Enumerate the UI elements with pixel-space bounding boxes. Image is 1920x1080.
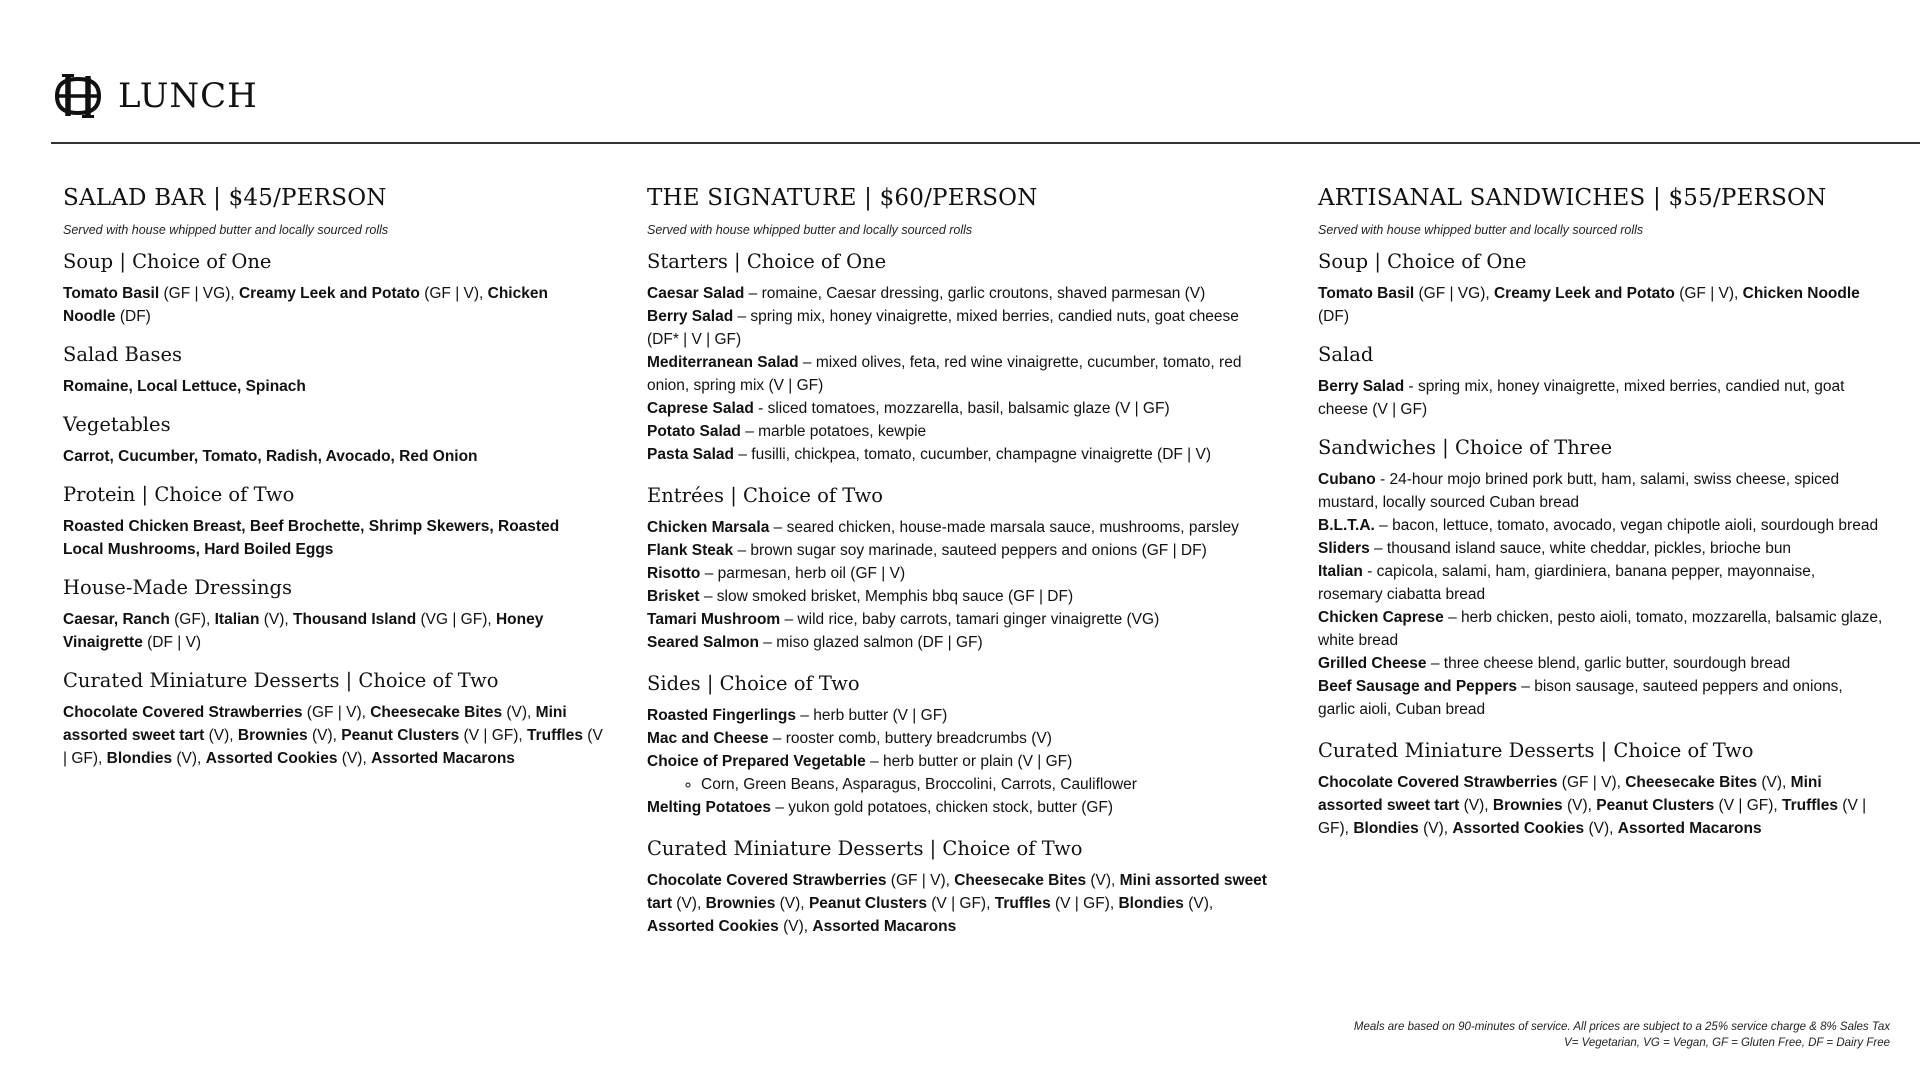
menu-item-list: Romaine, Local Lettuce, Spinach bbox=[63, 378, 306, 395]
menu-item-list: Chocolate Covered Strawberries (GF | V), Cheesecake Bites (V), Mini assorted sweet tart (V), Brownies (V), Peanut Clusters (V | GF), Truffles (V | GF), Blondies (V), Assorted Cookies (V), Assorted Macarons bbox=[63, 704, 603, 767]
column-title: ARTISANAL SANDWICHES | $55/PERSON bbox=[1318, 185, 1827, 211]
column-subtitle: Served with house whipped butter and locally sourced rolls bbox=[1318, 223, 1644, 237]
column-subtitle: Served with house whipped butter and locally sourced rolls bbox=[63, 223, 389, 237]
menu-item: B.L.T.A. – bacon, lettuce, tomato, avocado, vegan chipotle aioli, sourdough bread bbox=[1318, 517, 1879, 534]
section-heading: Protein | Choice of Two bbox=[63, 483, 295, 506]
menu-section bbox=[647, 672, 1272, 819]
section-heading: Sides | Choice of Two bbox=[647, 672, 860, 695]
menu-section bbox=[1318, 739, 1883, 840]
menu-item: Tamari Mushroom – wild rice, baby carrots, tamari ginger vinaigrette (VG) bbox=[647, 611, 1160, 628]
section-heading: Salad Bases bbox=[63, 343, 183, 366]
section-heading: Curated Miniature Desserts | Choice of Two bbox=[63, 669, 499, 692]
menu-item-list: Roasted Chicken Breast, Beef Brochette, Shrimp Skewers, Roasted Local Mushrooms, Hard Boiled Eggs bbox=[63, 518, 560, 558]
menu-column-sandwiches bbox=[1318, 184, 1883, 840]
page-title: LUNCH bbox=[118, 76, 258, 116]
menu-item-list: Carrot, Cucumber, Tomato, Radish, Avocado, Red Onion bbox=[63, 448, 478, 465]
menu-section bbox=[1318, 343, 1883, 421]
list-item: ◦ Corn, Green Beans, Asparagus, Broccolini, Carrots, Cauliflower bbox=[701, 773, 1272, 796]
menu-item: Beef Sausage and Peppers – bison sausage, sauteed peppers and onions, garlic aioli, Cuban bread bbox=[1318, 678, 1843, 718]
menu-item: Chicken Caprese – herb chicken, pesto aioli, tomato, mozzarella, balsamic glaze, white bread bbox=[1318, 609, 1883, 649]
monogram-h-logo-icon bbox=[52, 70, 104, 122]
menu-item: Sliders – thousand island sauce, white cheddar, pickles, brioche bun bbox=[1318, 540, 1792, 557]
menu-section bbox=[63, 576, 603, 654]
menu-item: Italian - capicola, salami, ham, giardiniera, banana pepper, mayonnaise, rosemary ciabatta bread bbox=[1318, 563, 1816, 603]
menu-item: Potato Salad – marble potatoes, kewpie bbox=[647, 423, 927, 440]
menu-item: Roasted Fingerlings – herb butter (V | GF) bbox=[647, 707, 948, 724]
menu-column-signature bbox=[647, 184, 1272, 938]
dietary-legend: V= Vegetarian, VG = Vegan, GF = Gluten Free, DF = Dairy Free bbox=[1564, 1037, 1890, 1049]
menu-item: Pasta Salad – fusilli, chickpea, tomato, cucumber, champagne vinaigrette (DF | V) bbox=[647, 446, 1212, 463]
menu-item-list: Chocolate Covered Strawberries (GF | V), Cheesecake Bites (V), Mini assorted sweet tart (V), Brownies (V), Peanut Clusters (V | GF), Truffles (V | GF), Blondies (V), Assorted Cookies (V), Assorted Macarons bbox=[1318, 774, 1867, 837]
menu-section bbox=[1318, 250, 1883, 328]
menu-section bbox=[1318, 436, 1883, 721]
menu-section bbox=[63, 483, 603, 561]
menu-section bbox=[63, 669, 603, 770]
section-heading: Vegetables bbox=[63, 413, 171, 436]
section-heading: Entrées | Choice of Two bbox=[647, 484, 884, 507]
menu-item: Risotto – parmesan, herb oil (GF | V) bbox=[647, 565, 906, 582]
menu-section bbox=[647, 484, 1272, 654]
column-subtitle: Served with house whipped butter and locally sourced rolls bbox=[647, 223, 973, 237]
menu-item-list: Berry Salad - spring mix, honey vinaigrette, mixed berries, candied nut, goat cheese (V | GF) bbox=[1318, 378, 1845, 418]
menu-item: Melting Potatoes – yukon gold potatoes, chicken stock, butter (GF) bbox=[647, 799, 1114, 816]
section-heading: Curated Miniature Desserts | Choice of Two bbox=[647, 837, 1083, 860]
column-title: THE SIGNATURE | $60/PERSON bbox=[647, 185, 1038, 211]
pricing-note: Meals are based on 90-minutes of service. All prices are subject to a 25% service charge & 8% Sales Tax bbox=[1353, 1021, 1890, 1033]
menu-column-salad-bar bbox=[63, 184, 603, 770]
vegetable-options-list bbox=[647, 773, 1272, 796]
menu-item: Caprese Salad - sliced tomatoes, mozzarella, basil, balsamic glaze (V | GF) bbox=[647, 400, 1170, 417]
header-divider bbox=[51, 142, 1920, 144]
menu-item: Mac and Cheese – rooster comb, buttery breadcrumbs (V) bbox=[647, 730, 1052, 747]
section-heading: Sandwiches | Choice of Three bbox=[1318, 436, 1613, 459]
menu-section bbox=[63, 250, 603, 328]
menu-item-list: Caesar, Ranch (GF), Italian (V), Thousand Island (VG | GF), Honey Vinaigrette (DF | V) bbox=[63, 611, 544, 651]
menu-item: Choice of Prepared Vegetable – herb butter or plain (V | GF) bbox=[647, 753, 1073, 770]
menu-item-list: Tomato Basil (GF | VG), Creamy Leek and Potato (GF | V), Chicken Noodle (DF) bbox=[1318, 285, 1860, 325]
menu-item-list: Chocolate Covered Strawberries (GF | V), Cheesecake Bites (V), Mini assorted sweet tart (V), Brownies (V), Peanut Clusters (V | GF), Truffles (V | GF), Blondies (V), Assorted Cookies (V), Assorted Macarons bbox=[647, 872, 1267, 935]
section-heading: Soup | Choice of One bbox=[63, 250, 272, 273]
menu-item: Cubano - 24-hour mojo brined pork butt, ham, salami, swiss cheese, spiced mustard, locally sourced Cuban bread bbox=[1318, 471, 1840, 511]
menu-section bbox=[647, 250, 1272, 466]
menu-item: Grilled Cheese – three cheese blend, garlic butter, sourdough bread bbox=[1318, 655, 1791, 672]
section-heading: House-Made Dressings bbox=[63, 576, 293, 599]
menu-section bbox=[647, 837, 1272, 938]
footer-notes bbox=[1354, 1019, 1890, 1051]
menu-section bbox=[63, 343, 603, 398]
menu-item-list: Tomato Basil (GF | VG), Creamy Leek and Potato (GF | V), Chicken Noodle (DF) bbox=[63, 285, 548, 325]
column-title: SALAD BAR | $45/PERSON bbox=[63, 185, 387, 211]
section-heading: Starters | Choice of One bbox=[647, 250, 887, 273]
menu-item: Mediterranean Salad – mixed olives, feta, red wine vinaigrette, cucumber, tomato, red onion, spring mix (V | GF) bbox=[647, 354, 1242, 394]
menu-item: Berry Salad – spring mix, honey vinaigrette, mixed berries, candied nuts, goat cheese (DF* | V | GF) bbox=[647, 308, 1239, 348]
menu-item: Chicken Marsala – seared chicken, house-made marsala sauce, mushrooms, parsley bbox=[647, 519, 1239, 536]
menu-item: Flank Steak – brown sugar soy marinade, sauteed peppers and onions (GF | DF) bbox=[647, 542, 1207, 559]
menu-item: Brisket – slow smoked brisket, Memphis bbq sauce (GF | DF) bbox=[647, 588, 1074, 605]
menu-item: Seared Salmon – miso glazed salmon (DF | GF) bbox=[647, 634, 983, 651]
menu-section bbox=[63, 413, 603, 468]
section-heading: Soup | Choice of One bbox=[1318, 250, 1527, 273]
section-heading: Salad bbox=[1318, 343, 1374, 366]
menu-item: Caesar Salad – romaine, Caesar dressing, garlic croutons, shaved parmesan (V) bbox=[647, 285, 1206, 302]
page-header bbox=[52, 70, 258, 122]
section-heading: Curated Miniature Desserts | Choice of Two bbox=[1318, 739, 1754, 762]
